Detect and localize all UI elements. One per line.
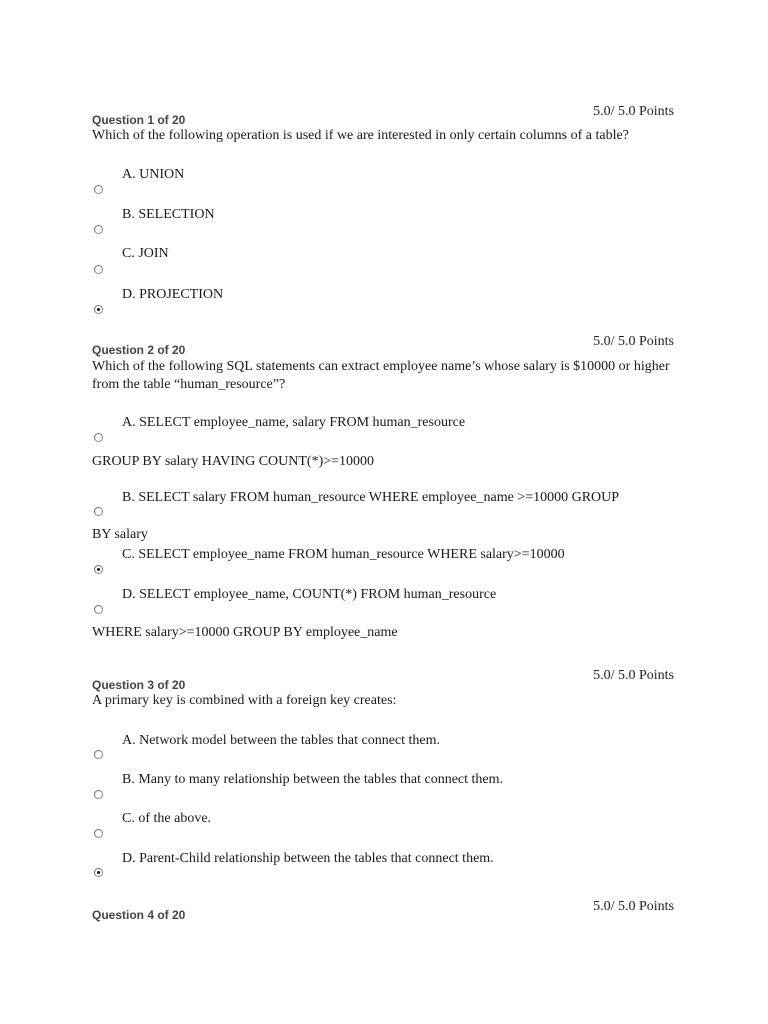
question-2-option-a: A. SELECT employee_name, salary FROM human_resource: [122, 415, 466, 430]
question-2-label: Question 2 of 20: [92, 343, 186, 357]
question-3-label: Question 3 of 20: [92, 678, 186, 692]
question-2-text: Which of the following SQL statements can extract employee name’s whose salary is $10000 or higher from the table “human_resource”?: [92, 359, 670, 392]
question-3-points: 5.0/ 5.0 Points: [593, 668, 674, 683]
question-2-option-d-continuation: WHERE salary>=10000 GROUP BY employee_name: [92, 625, 398, 640]
question-2-option-c: C. SELECT employee_name FROM human_resource WHERE salary>=10000: [122, 547, 565, 562]
question-1-label: Question 1 of 20: [92, 113, 186, 127]
question-3-option-d: D. Parent-Child relationship between the tables that connect them.: [122, 851, 494, 866]
question-1-option-d: D. PROJECTION: [122, 287, 224, 302]
question-1-option-b: B. SELECTION: [122, 207, 215, 222]
question-2-radio-a[interactable]: [94, 433, 103, 442]
question-2-option-a-continuation: GROUP BY salary HAVING COUNT(*)>=10000: [92, 454, 375, 469]
question-1-text: Which of the following operation is used if we are interested in only certain columns of a table?: [92, 128, 629, 143]
question-2-option-b: B. SELECT salary FROM human_resource WHERE employee_name >=10000 GROUP: [122, 490, 620, 505]
question-1-radio-b[interactable]: [94, 225, 103, 234]
question-1-radio-c[interactable]: [94, 265, 103, 274]
question-2-option-d: D. SELECT employee_name, COUNT(*) FROM human_resource: [122, 587, 497, 602]
question-1-radio-d-selected[interactable]: [94, 305, 103, 314]
question-3-option-c: C. of the above.: [122, 811, 212, 826]
question-1-radio-a[interactable]: [94, 185, 103, 194]
question-3-radio-d-selected[interactable]: [94, 868, 103, 877]
question-2-radio-d[interactable]: [94, 605, 103, 614]
question-3-text: A primary key is combined with a foreign key creates:: [92, 693, 397, 708]
question-2-option-b-continuation: BY salary: [92, 527, 148, 542]
question-2-points: 5.0/ 5.0 Points: [593, 334, 674, 349]
question-3-option-b: B. Many to many relationship between the tables that connect them.: [122, 772, 504, 787]
question-3-radio-c[interactable]: [94, 829, 103, 838]
question-3-option-a: A. Network model between the tables that connect them.: [122, 733, 441, 748]
question-1-points: 5.0/ 5.0 Points: [593, 104, 674, 119]
question-3-radio-a[interactable]: [94, 750, 103, 759]
question-4-label: Question 4 of 20: [92, 908, 186, 922]
question-4-points: 5.0/ 5.0 Points: [593, 899, 674, 914]
question-2-radio-c-selected[interactable]: [94, 565, 103, 574]
question-3-radio-b[interactable]: [94, 790, 103, 799]
question-1-option-a: A. UNION: [122, 167, 185, 182]
question-1-option-c: C. JOIN: [122, 246, 169, 261]
question-2-radio-b[interactable]: [94, 507, 103, 516]
